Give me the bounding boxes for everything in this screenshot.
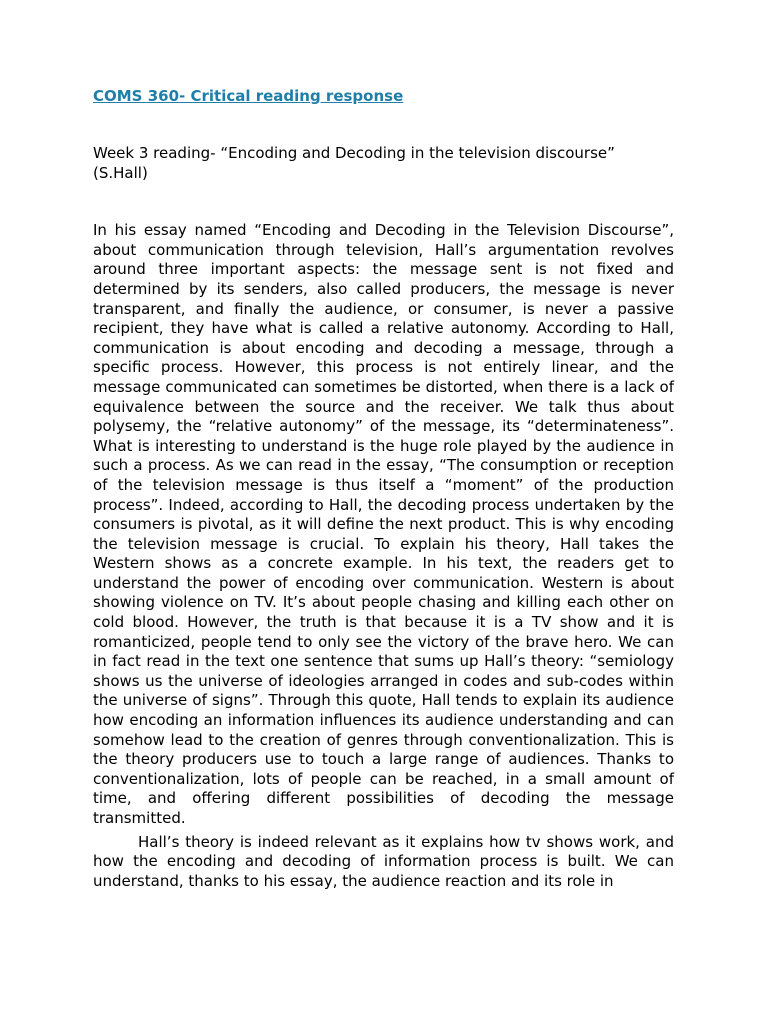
document-title: COMS 360- Critical reading response	[93, 87, 404, 105]
reading-heading: Week 3 reading- “Encoding and Decoding in the television discourse” (S.Hall)	[93, 144, 615, 182]
body-paragraph: In his essay named “Encoding and Decoding in the Television Discourse”, about communication through television, Hall’s argumentation revolves around three important aspects: the message sent is not fixed and determined by its senders, also called producers, the message is never transparent, and finally the audience, or consumer, is never a passive recipient, they have what is called a relative autonomy. According to Hall, communication is about encoding and decoding a message, through a specific process. However, this process is not entirely linear, and the message communicated can sometimes be distorted, when there is a lack of equivalence between the source and the receiver. We talk thus about polysemy, the “relative autonomy” of the message, its “determinateness”. What is interesting to understand is the huge role played by the audience in such a process. As we can read in the essay, “The consumption or reception of the television message is thus itself a “moment” of the production process”. Indeed, according to Hall, the decoding process undertaken by the consumers is pivotal, as it will define the next product. This is why encoding the television message is crucial. To explain his theory, Hall takes the Western shows as a concrete example. In his text, the readers get to understand the power of encoding over communication. Western is about showing violence on TV. It’s about people chasing and killing each other on cold blood. However, the truth is that because it is a TV show and it is romanticized, people tend to only see the victory of the brave hero. We can in fact read in the text one sentence that sums up Hall’s theory: “semiology shows us the universe of ideologies arranged in codes and sub-codes within the universe of signs”. Through this quote, Hall tends to explain its audience how encoding an information influences its audience understanding and can somehow lead to the creation of genres through conventionalization. This is the theory producers use to touch a large range of audiences. Thanks to conventionalization, lots of people can be reached, in a small amount of time, and offering different possibilities of decoding the message transmitted.	[93, 221, 674, 827]
body-paragraph: Hall’s theory is indeed relevant as it explains how tv shows work, and how the encoding and decoding of information process is built. We can understand, thanks to his essay, the audience reaction and its role in	[93, 832, 674, 890]
document-page	[93, 86, 674, 891]
